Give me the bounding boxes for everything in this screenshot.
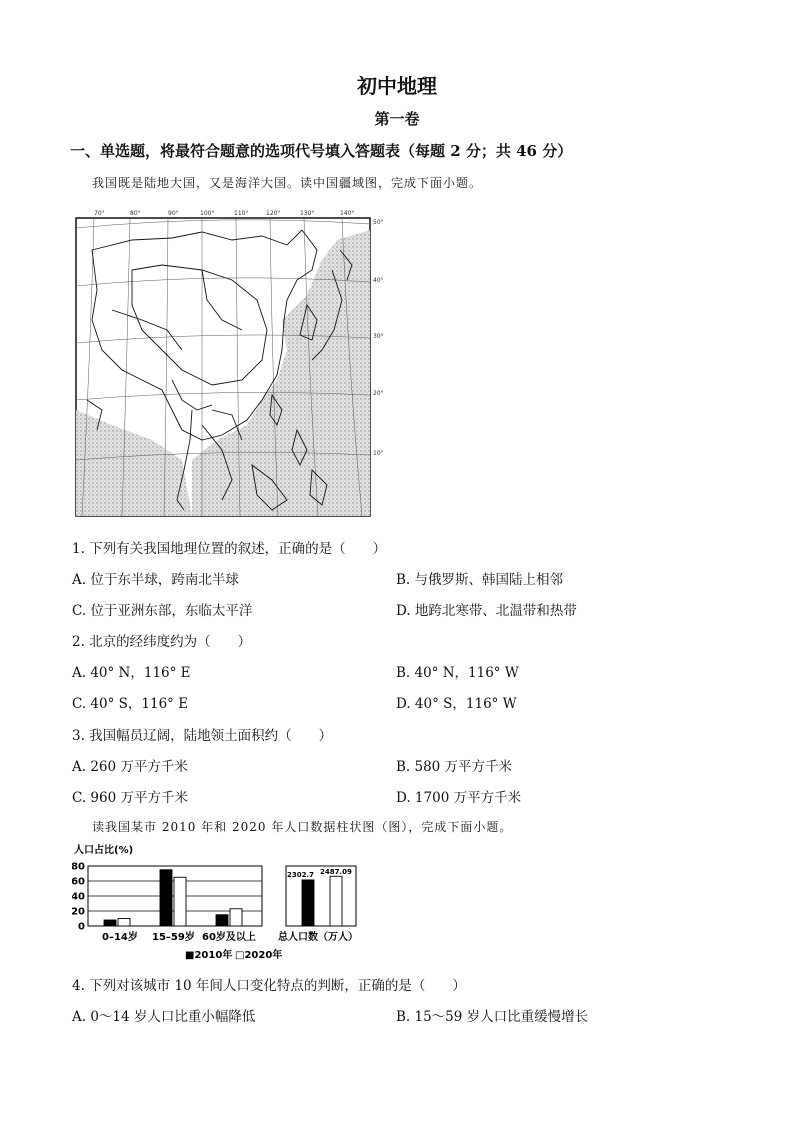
x-tick-label: 总人口数（万人）: [278, 932, 358, 943]
bar-2010: [216, 915, 228, 926]
bar-2020: [174, 877, 186, 926]
lon-label: 140°: [340, 210, 355, 217]
lat-label: 50°: [373, 219, 384, 226]
population-bar-chart: [72, 842, 382, 962]
q3-option-d[interactable]: D. 1700 万平方千米: [396, 790, 522, 806]
x-tick-label: 0–14岁: [102, 932, 138, 943]
y-tick-label: 40: [72, 891, 85, 903]
bar-2020: [230, 909, 242, 926]
q1-option-b[interactable]: B. 与俄罗斯、韩国陆上相邻: [396, 572, 564, 588]
lat-label: 20°: [373, 390, 384, 397]
china-territory-map: [72, 210, 384, 520]
lon-label: 70°: [94, 210, 105, 217]
lon-label: 110°: [234, 210, 249, 217]
section-heading: 一、单选题，将最符合题意的选项代号填入答题表（每题 2 分；共 46 分）: [70, 142, 573, 160]
intro-text-2: 读我国某市 2010 年和 2020 年人口数据柱状图（图），完成下面小题。: [92, 820, 513, 834]
legend-2010: ■2010年: [185, 950, 233, 961]
q2-option-d[interactable]: D. 40° S，116° W: [396, 696, 517, 712]
data-label: 2487.09: [320, 868, 352, 876]
q2-option-a[interactable]: A. 40° N，116° E: [72, 665, 191, 681]
y-tick-label: 20: [72, 906, 85, 918]
lat-label: 40°: [373, 277, 384, 284]
population-chart-svg: [72, 842, 382, 962]
lon-label: 80°: [130, 210, 141, 217]
bar-2010: [104, 920, 116, 926]
q3-option-b[interactable]: B. 580 万平方千米: [396, 759, 513, 775]
latitude-labels: [373, 219, 384, 457]
data-label: 2302.7: [287, 871, 315, 879]
lon-label: 100°: [200, 210, 215, 217]
lat-label: 30°: [373, 333, 384, 340]
bar-2010: [160, 870, 172, 926]
lon-label: 90°: [168, 210, 179, 217]
q3-option-c[interactable]: C. 960 万平方千米: [72, 790, 188, 806]
q3-option-a[interactable]: A. 260 万平方千米: [72, 759, 188, 775]
q4-option-b[interactable]: B. 15～59 岁人口比重缓慢增长: [396, 1009, 589, 1025]
intro-text-1: 我国既是陆地大国，又是海洋大国。读中国疆域图，完成下面小题。: [92, 176, 483, 190]
y-tick-label: 80: [72, 861, 85, 873]
y-tick-label: 60: [72, 876, 85, 888]
map-of-china-illustration: [72, 210, 384, 520]
lon-label: 130°: [300, 210, 315, 217]
q1-option-c[interactable]: C. 位于亚洲东部，东临太平洋: [72, 603, 253, 619]
bar-total-2010: [302, 880, 314, 926]
q2-option-b[interactable]: B. 40° N，116° W: [396, 665, 519, 681]
y-tick-label: 0: [78, 921, 85, 933]
q2-option-c[interactable]: C. 40° S，116° E: [72, 696, 189, 712]
longitude-labels: [94, 210, 354, 217]
y-axis-title: 人口占比(%): [74, 845, 134, 856]
page-title: 初中地理: [357, 74, 437, 98]
bar-2020: [118, 919, 130, 927]
x-tick-label: 60岁及以上: [202, 932, 256, 943]
legend-2020: □2020年: [235, 950, 283, 961]
x-tick-label: 15–59岁: [152, 932, 195, 943]
question-3-stem: 3. 我国幅员辽阔，陆地领土面积约（ ）: [72, 728, 333, 744]
question-1-stem: 1. 下列有关我国地理位置的叙述，正确的是（ ）: [72, 541, 387, 557]
question-4-stem: 4. 下列对该城市 10 年间人口变化特点的判断，正确的是（ ）: [72, 978, 466, 994]
question-2-stem: 2. 北京的经纬度约为（ ）: [72, 634, 252, 650]
lat-label: 10°: [373, 450, 384, 457]
volume-label: 第一卷: [374, 110, 420, 128]
q1-option-d[interactable]: D. 地跨北寒带、北温带和热带: [396, 603, 577, 619]
q4-option-a[interactable]: A. 0～14 岁人口比重小幅降低: [72, 1009, 256, 1025]
lon-label: 120°: [266, 210, 281, 217]
bar-total-2020: [330, 876, 342, 926]
q1-option-a[interactable]: A. 位于东半球，跨南北半球: [72, 572, 239, 588]
